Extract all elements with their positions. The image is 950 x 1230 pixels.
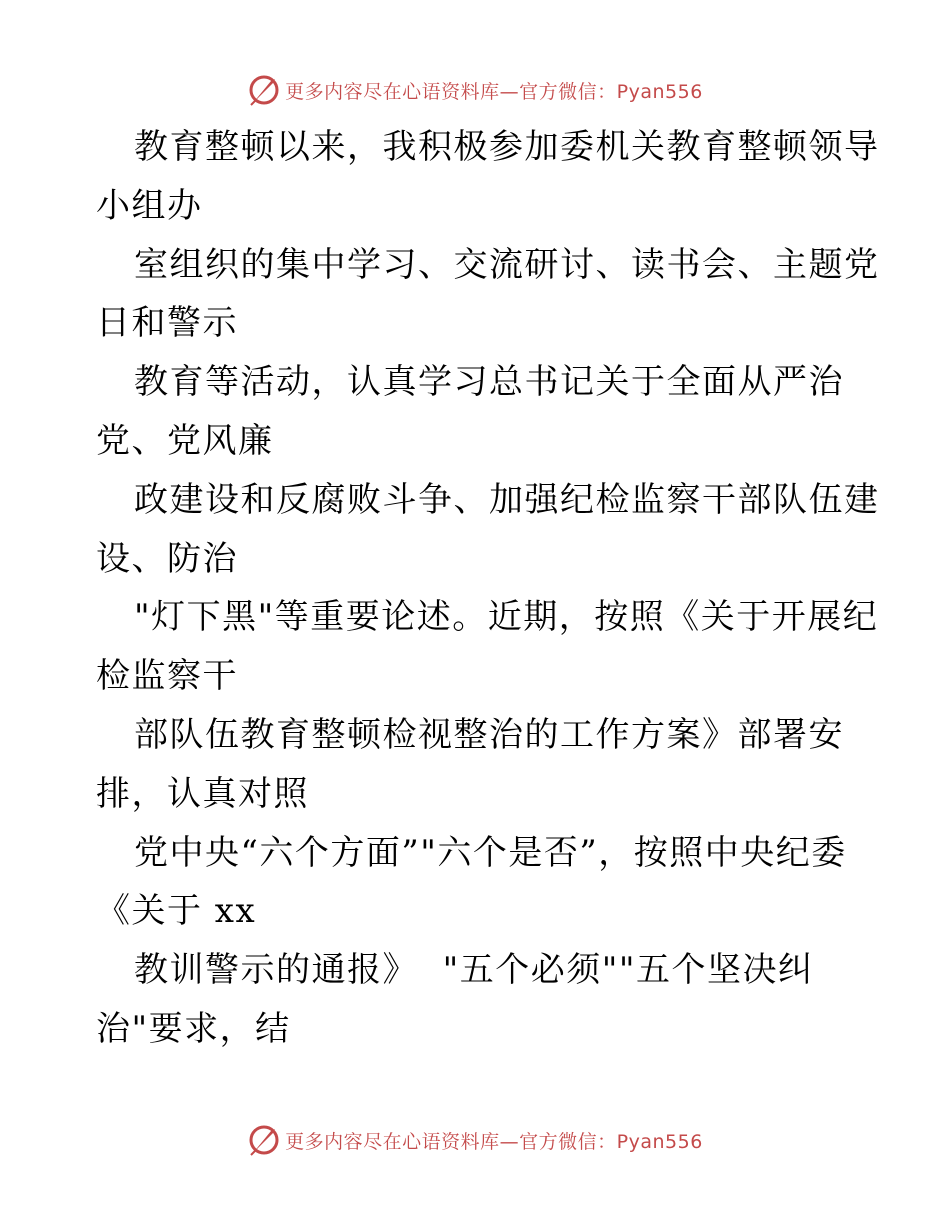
text-line: 设、防治 xyxy=(96,538,238,579)
footer-banner-text: 更多内容尽在心语资料库—官方微信：Pyan556 xyxy=(285,1130,703,1153)
text-line: 排，认真对照 xyxy=(96,773,309,814)
text-line: 党、党风廉 xyxy=(96,420,274,461)
text-line: "灯下黑"等重要论述。近期，按照《关于开展纪 xyxy=(134,597,879,638)
text-line: 教育等活动，认真学习总书记关于全面从严治 xyxy=(134,362,844,403)
document-body xyxy=(96,118,896,1059)
header-banner-text: 更多内容尽在心语资料库—官方微信：Pyan556 xyxy=(285,80,703,103)
text-line: 检监察干 xyxy=(96,656,238,697)
text-line: 治"要求，结 xyxy=(96,1008,291,1049)
text-line: 政建设和反腐败斗争、加强纪检监察干部队伍建 xyxy=(134,479,880,520)
text-line: 党中央“六个方面”"六个是否”，按照中央纪委 xyxy=(134,832,847,873)
text-line: 小组办 xyxy=(96,185,203,226)
text-line: 日和警示 xyxy=(96,303,238,344)
footer-banner xyxy=(0,1120,950,1160)
quill-seal-icon xyxy=(247,73,281,107)
header-banner xyxy=(0,70,950,110)
text-line: 室组织的集中学习、交流研讨、读书会、主题党 xyxy=(134,244,880,285)
text-line: 教训警示的通报》 "五个必须""五个坚决纠 xyxy=(134,950,814,991)
quill-seal-icon xyxy=(247,1123,281,1157)
text-line: 《关于 xx xyxy=(96,891,257,932)
text-line: 部队伍教育整顿检视整治的工作方案》部署安 xyxy=(134,714,844,755)
text-line: 教育整顿以来，我积极参加委机关教育整顿领导 xyxy=(134,127,880,167)
